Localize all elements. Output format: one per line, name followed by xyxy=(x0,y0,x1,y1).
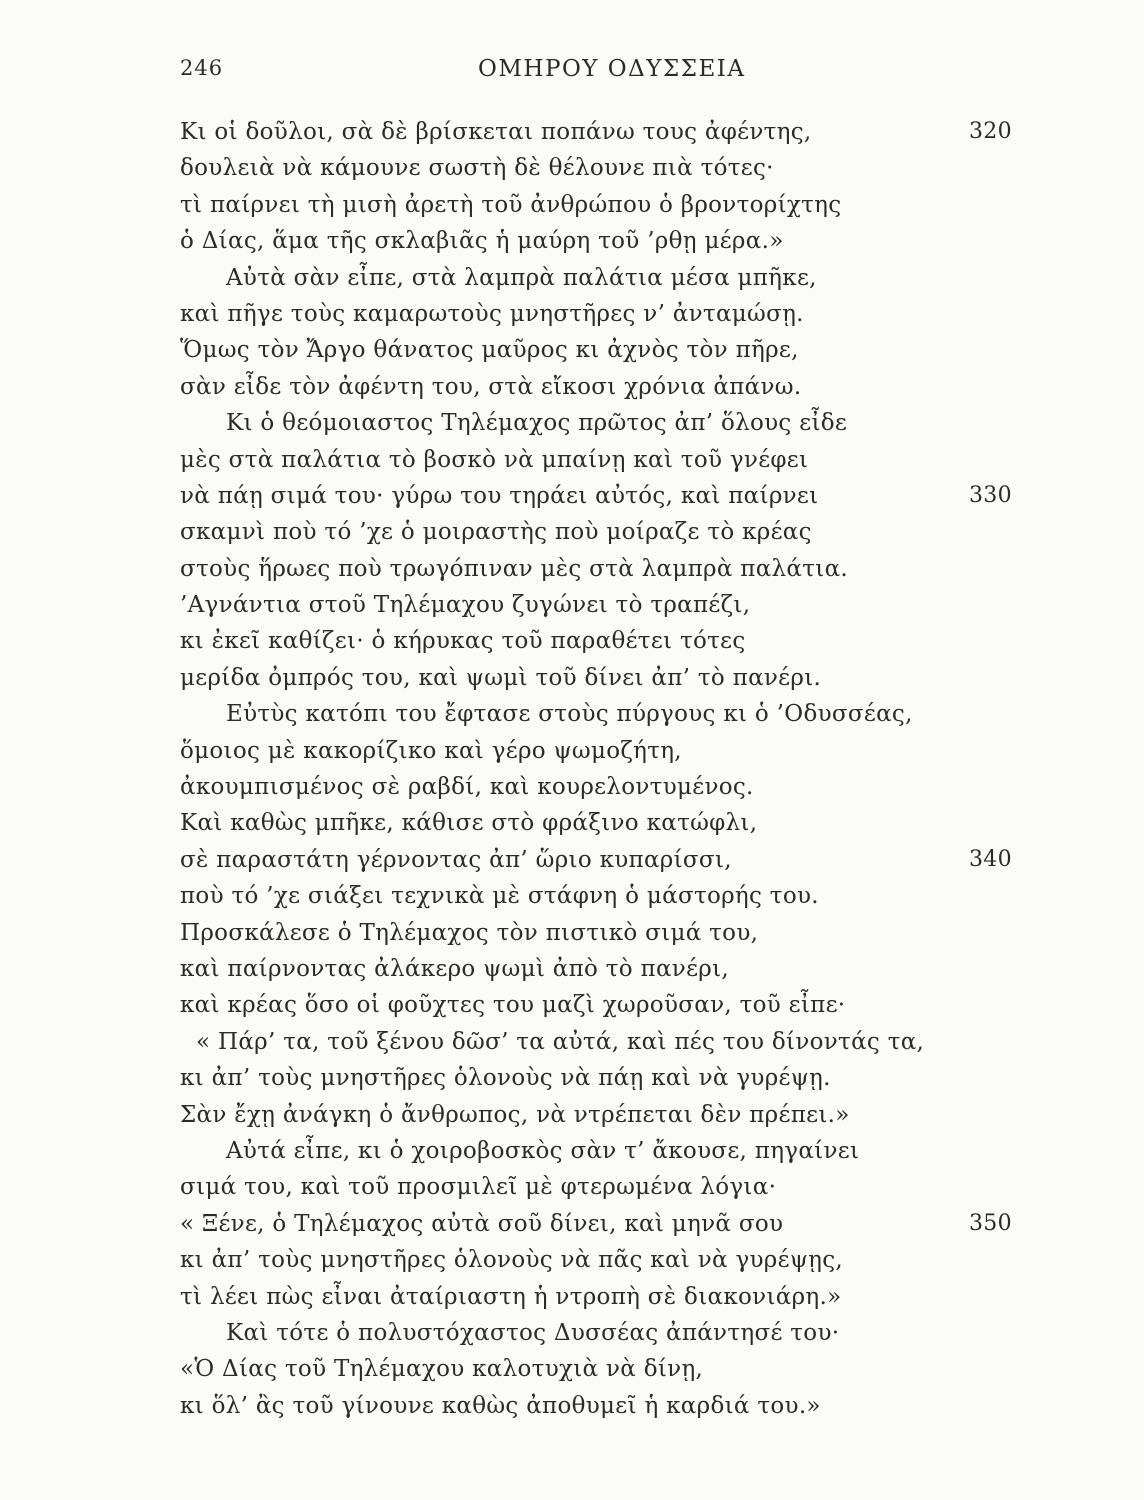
verse-line xyxy=(180,551,1040,587)
verse-line xyxy=(180,442,1040,478)
verse-line xyxy=(180,1024,1040,1060)
verse-line xyxy=(180,1097,1040,1133)
verse-line xyxy=(180,1388,1040,1424)
line-number: 330 xyxy=(969,482,1012,508)
verse-line xyxy=(180,1351,1040,1387)
verse-line xyxy=(180,1169,1040,1205)
verse-text: σκαμνὶ ποὺ τό ’χε ὁ μοιραστὴς ποὺ μοίραζε τὸ κρέας xyxy=(180,519,812,546)
verse-line xyxy=(180,150,1040,186)
verse-text: ὅμοιος μὲ κακορίζικο καὶ γέρο ψωμοζήτη, xyxy=(180,737,682,764)
verse-text: Καὶ τότε ὁ πολυστόχαστος Δυσσέας ἀπάντησέ του· xyxy=(226,1319,840,1346)
verse-line xyxy=(180,878,1040,914)
verse-text: « Πάρ’ τα, τοῦ ξένου δῶσ’ τα αὐτά, καὶ πές του δίνοντάς τα, xyxy=(196,1028,925,1055)
verse-line xyxy=(180,623,1040,659)
verse-line xyxy=(180,332,1040,368)
verse-text: «Ὁ Δίας τοῦ Τηλέμαχου καλοτυχιὰ νὰ δίνῃ, xyxy=(180,1356,704,1383)
verse-line xyxy=(180,842,1040,878)
line-number: 350 xyxy=(969,1210,1012,1236)
verse-text: κι ὅλ’ ἂς τοῦ γίνουνε καθὼς ἀποθυμεῖ ἡ καρδιά του.» xyxy=(180,1392,821,1419)
verse-line xyxy=(180,187,1040,223)
verse-text: « Ξένε, ὁ Τηλέμαχος αὐτὰ σοῦ δίνει, καὶ μηνᾶ σου xyxy=(180,1210,784,1237)
verse-text: ὁ Δίας, ἅμα τῆς σκλαβιᾶς ἡ μαύρη τοῦ ’ρθῃ μέρα.» xyxy=(180,228,784,255)
verse-line xyxy=(180,478,1040,514)
verse-text: καὶ κρέας ὅσο οἱ φοῦχτες του μαζὶ χωροῦσαν, τοῦ εἶπε· xyxy=(180,992,846,1019)
verse-text: Σὰν ἔχῃ ἀνάγκη ὁ ἄνθρωπος, νὰ ντρέπεται δὲν πρέπει.» xyxy=(180,1101,850,1128)
verse-text: μὲς στὰ παλάτια τὸ βοσκὸ νὰ μπαίνῃ καὶ τοῦ γνέφει xyxy=(180,446,809,473)
verse-text: Κι ὁ θεόμοιαστος Τηλέμαχος πρῶτος ἀπ’ ὅλους εἶδε xyxy=(226,410,848,437)
verse-text: τὶ παίρνει τὴ μισὴ ἀρετὴ τοῦ ἀνθρώπου ὁ βροντορίχτης xyxy=(180,191,842,218)
verse-text: Ὅμως τὸν Ἄργο θάνατος μαῦρος κι ἀχνὸς τὸν πῆρε, xyxy=(180,337,799,364)
verse-line xyxy=(180,1242,1040,1278)
verse-line xyxy=(180,587,1040,623)
verse-text: Προσκάλεσε ὁ Τηλέμαχος τὸν πιστικὸ σιμά του, xyxy=(180,919,759,946)
running-head xyxy=(180,56,1020,86)
line-number: 320 xyxy=(969,119,1012,144)
verse-line xyxy=(180,1206,1040,1242)
verse-text: τὶ λέει πὼς εἶναι ἀταίριαστη ἡ ντροπὴ σὲ διακονιάρη.» xyxy=(180,1283,842,1310)
verse-line xyxy=(180,223,1040,259)
verse-line xyxy=(180,915,1040,951)
verse-line xyxy=(180,514,1040,550)
verse-text: καὶ παίρνοντας ἀλάκερο ψωμὶ ἀπὸ τὸ πανέρι, xyxy=(180,955,730,982)
verse-text: κι ἐκεῖ καθίζει· ὁ κήρυκας τοῦ παραθέτει τότες xyxy=(180,628,746,655)
verse-text: στοὺς ἥρωες ποὺ τρωγόπιναν μὲς στὰ λαμπρὰ παλάτια. xyxy=(180,555,849,582)
verse-line xyxy=(180,660,1040,696)
verse-line xyxy=(180,114,1040,150)
verse-text: ἀκουμπισμένος σὲ ραβδί, καὶ κουρελοντυμένος. xyxy=(180,774,754,801)
verse-line xyxy=(180,405,1040,441)
verse-text: ποὺ τό ’χε σιάξει τεχνικὰ μὲ στάφνη ὁ μάστορής του. xyxy=(180,883,819,910)
verse-text: νὰ πάῃ σιμά του· γύρω του τηράει αὐτός, καὶ παίρνει xyxy=(180,482,819,509)
verse-block xyxy=(180,114,1040,1424)
verse-line xyxy=(180,733,1040,769)
verse-line xyxy=(180,696,1040,732)
verse-text: κι ἀπ’ τοὺς μνηστῆρες ὁλονοὺς νὰ πᾶς καὶ νὰ γυρέψῃς, xyxy=(180,1247,844,1274)
verse-text: καὶ πῆγε τοὺς καμαρωτοὺς μνηστῆρες ν’ ἀνταμώσῃ. xyxy=(180,300,804,327)
verse-line xyxy=(180,260,1040,296)
verse-line xyxy=(180,369,1040,405)
page-number: 246 xyxy=(180,56,224,80)
verse-line xyxy=(180,1133,1040,1169)
verse-line xyxy=(180,296,1040,332)
verse-line xyxy=(180,805,1040,841)
verse-text: σὲ παραστάτη γέρνοντας ἀπ’ ὥριο κυπαρίσσι, xyxy=(180,846,732,873)
verse-line xyxy=(180,951,1040,987)
verse-line xyxy=(180,987,1040,1023)
verse-text: Αὐτὰ σὰν εἶπε, στὰ λαμπρὰ παλάτια μέσα μπῆκε, xyxy=(226,264,817,291)
verse-line xyxy=(180,769,1040,805)
verse-text: σὰν εἶδε τὸν ἀφέντη του, στὰ εἴκοσι χρόνια ἀπάνω. xyxy=(180,373,802,400)
verse-text: μερίδα ὀμπρός του, καὶ ψωμὶ τοῦ δίνει ἀπ’ τὸ πανέρι. xyxy=(180,664,822,691)
verse-text: Καὶ καθὼς μπῆκε, κάθισε στὸ φράξινο κατώφλι, xyxy=(180,810,758,837)
verse-text: Κι οἱ δοῦλοι, σὰ δὲ βρίσκεται ποπάνω τους ἀφέντης, xyxy=(180,119,812,145)
verse-line xyxy=(180,1279,1040,1315)
verse-line xyxy=(180,1315,1040,1351)
verse-text: δουλειὰ νὰ κάμουνε σωστὴ δὲ θέλουνε πιὰ τότες· xyxy=(180,155,774,182)
verse-text: Αὐτά εἶπε, κι ὁ χοιροβοσκὸς σὰν τ’ ἄκουσε, πηγαίνει xyxy=(226,1137,860,1164)
verse-text: Εὐτὺς κατόπι του ἔφτασε στοὺς πύργους κι ὁ ’Οδυσσέας, xyxy=(226,701,913,728)
verse-line xyxy=(180,1060,1040,1096)
line-number: 340 xyxy=(969,846,1012,872)
verse-text: κι ἀπ’ τοὺς μνηστῆρες ὁλονοὺς νὰ πάῃ καὶ νὰ γυρέψῃ. xyxy=(180,1065,831,1092)
verse-text: ’Αγνάντια στοῦ Τηλέμαχου ζυγώνει τὸ τραπέζι, xyxy=(180,592,751,619)
book-title: ΟΜΗΡΟΥ ΟΔΥΣΣΕΙΑ xyxy=(478,56,746,82)
verse-text: σιμά του, καὶ τοῦ προσμιλεῖ μὲ φτερωμένα λόγια· xyxy=(180,1174,777,1201)
